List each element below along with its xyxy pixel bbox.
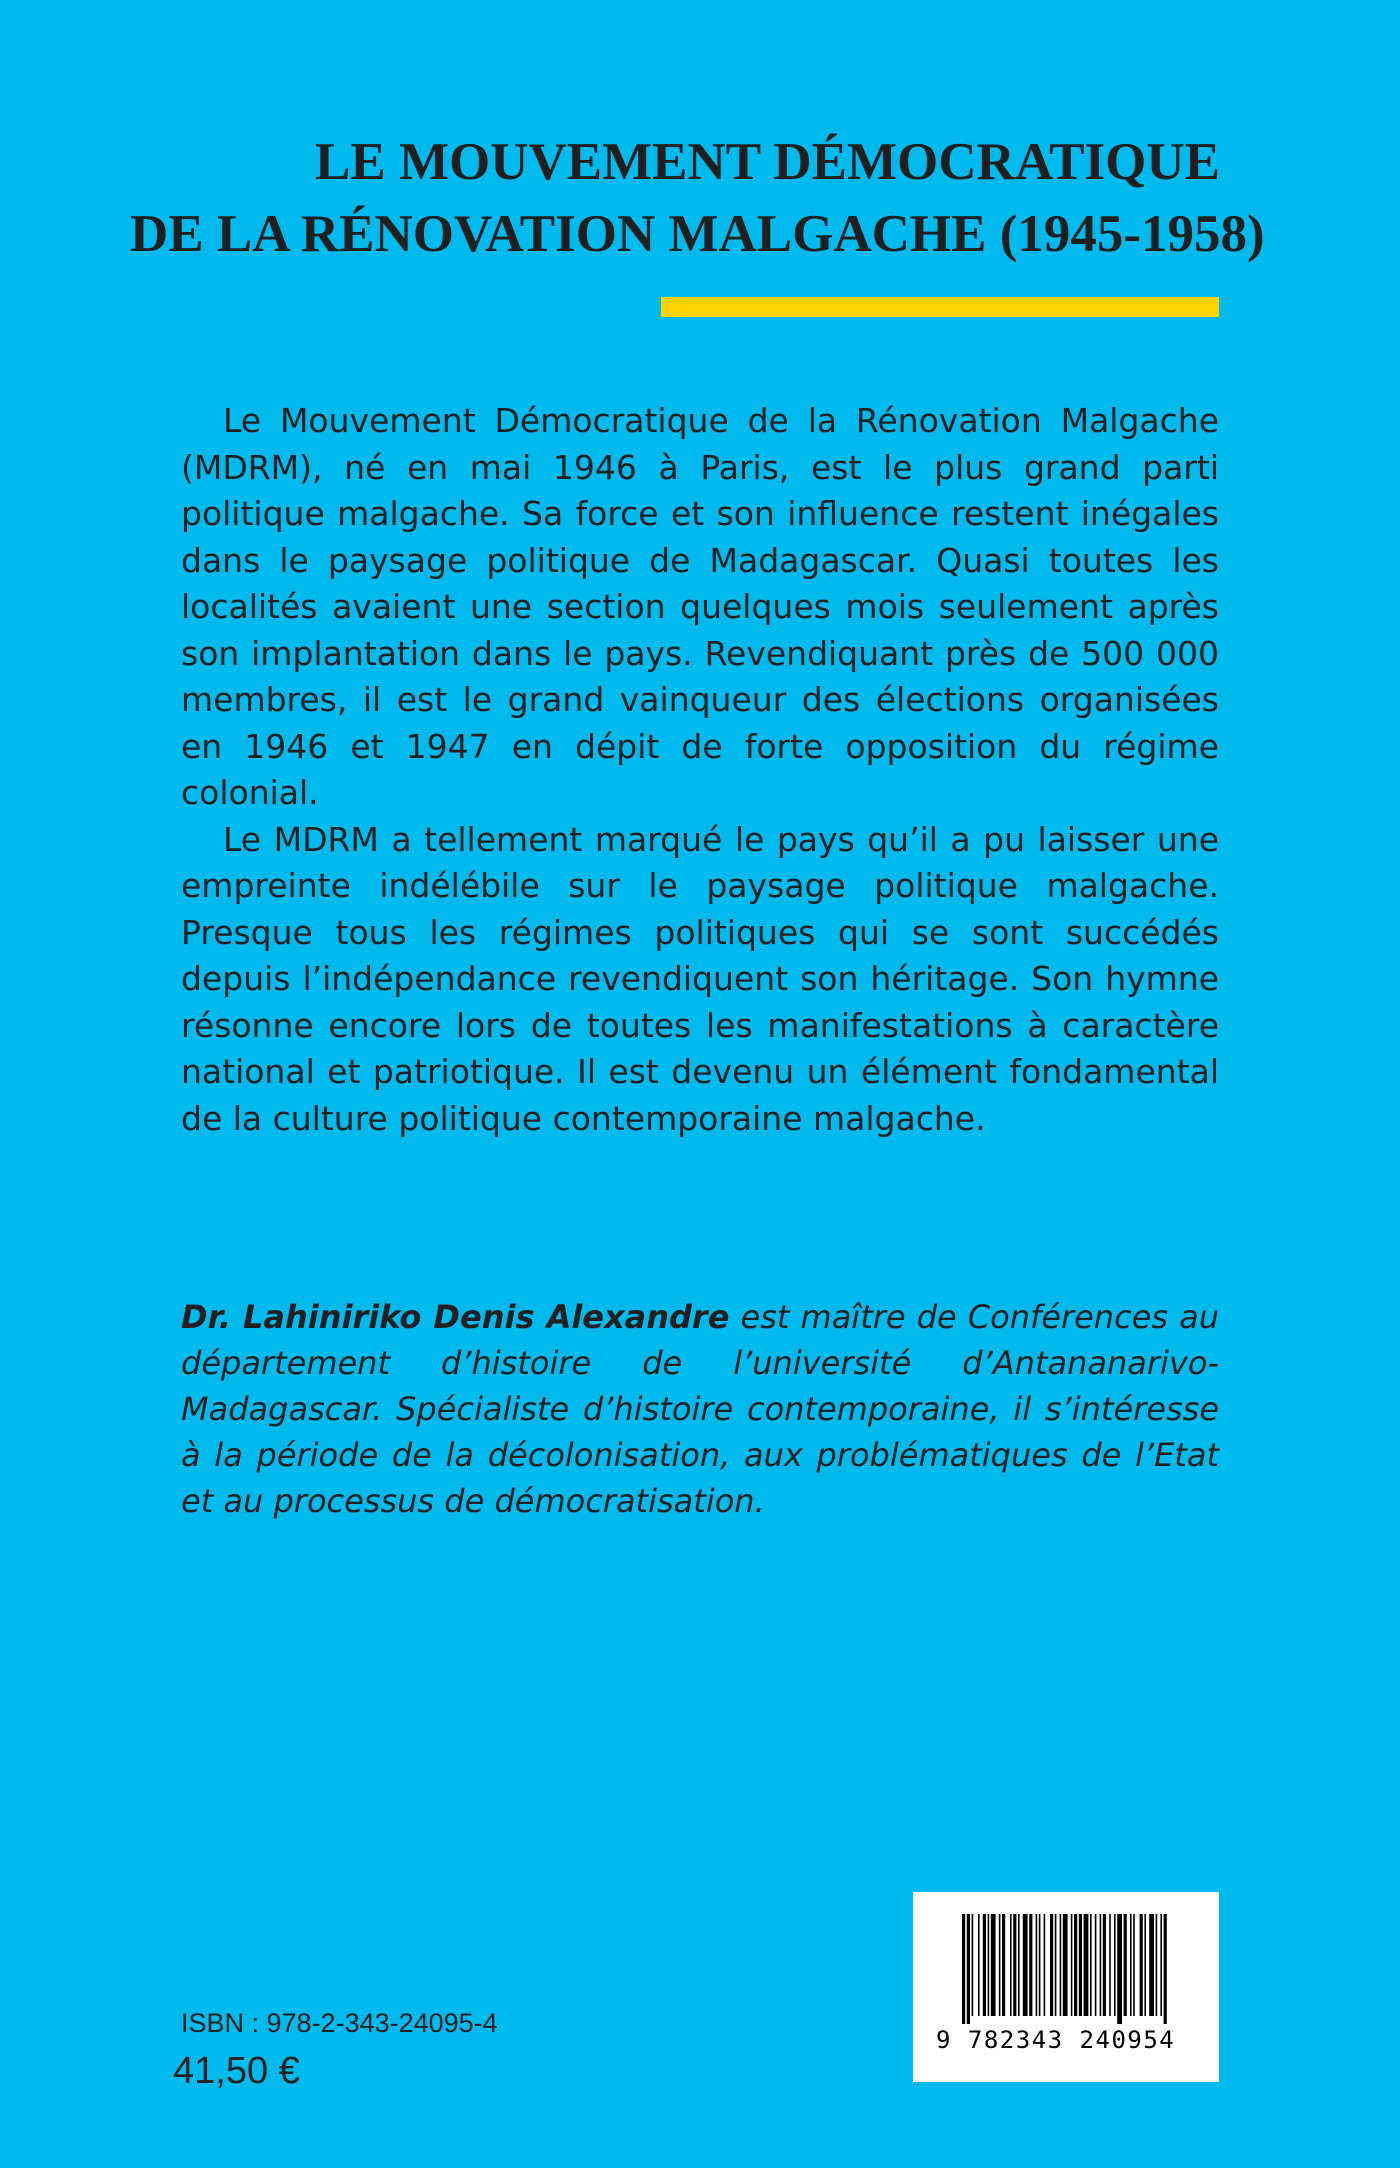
barcode-bar — [962, 1914, 965, 2024]
barcode-bar — [1071, 1914, 1073, 2016]
barcode-bar — [1084, 1914, 1089, 2016]
barcode-bar — [1140, 1914, 1143, 2016]
barcode-digits: 9 782343 240954 — [936, 2026, 1176, 2054]
isbn-label: ISBN : 978-2-343-24095-4 — [181, 2008, 498, 2038]
summary-paragraph-1: Le Mouvement Démocratique de la Rénovation Malgache (MDRM), né en mai 1946 à Paris, est le plus grand parti politique malgache. Sa force et son influence restent inégales dans le paysage politique de Madagascar. Quasi toutes les localités avaient une section quelques mois seulement après son implantation dans le pays. Revendiquant près de 500 000 membres, il est le grand vainqueur des élections organisées en 1946 et 1947 en dépit de forte opposition du régime colonial. — [181, 401, 1219, 812]
barcode-bar — [1013, 1914, 1016, 2016]
barcode-bar — [1103, 1914, 1106, 2016]
barcode-bar — [983, 1914, 986, 2016]
barcode-bar — [1164, 1914, 1167, 2024]
barcode-bar — [1055, 1914, 1057, 2016]
barcode-bar — [1060, 1914, 1062, 2016]
barcode-bar — [991, 1914, 996, 2016]
barcode-bar — [1002, 1914, 1005, 2016]
barcode-bar — [1149, 1914, 1154, 2016]
barcode-bar — [1074, 1914, 1077, 2016]
author-bio-text: est maître de Conférences au département d’histoire de l’université d’Antananarivo-Madagascar. Spécialiste d’histoire contemporaine, il s’intéresse à la période de la décolonisation, aux problématiques de l’Etat et au processus de démocratisation. — [181, 1298, 1220, 1520]
barcode-bar — [1130, 1914, 1132, 2016]
author-name: Dr. Lahiniriko Denis Alexandre — [181, 1298, 730, 1336]
summary-paragraph-2: Le MDRM a tellement marqué le pays qu’il a pu laisser une empreinte indélébile sur le paysage politique malgache. Presque tous les régimes politiques qui se sont succédés depuis l’indépendance revendiquent son héritage. Son hymne résonne encore lors de toutes les manifestations à caractère national et patriotique. Il est devenu un élément fondamental de la culture politique contemporaine malgache. — [181, 819, 1219, 1138]
author-bio — [181, 1294, 1219, 1524]
barcode-bar — [978, 1914, 980, 2016]
barcode-panel — [913, 1892, 1219, 2082]
barcode-bar — [1144, 1914, 1146, 2016]
barcode-bar — [1018, 1914, 1020, 2016]
barcode-bar — [999, 1914, 1001, 2016]
barcode-bar — [1100, 1914, 1102, 2016]
barcode-bar — [1044, 1914, 1046, 2016]
barcode-bar — [1109, 1914, 1111, 2016]
book-summary — [181, 398, 1219, 1142]
barcode-bar — [1124, 1914, 1127, 2016]
barcode-bar — [1039, 1914, 1041, 2016]
barcode-bar — [1023, 1914, 1028, 2016]
barcode-bar — [1156, 1914, 1158, 2016]
barcode-bar — [1095, 1914, 1097, 2016]
title-line-1: LE MOUVEMENT DÉMOCRATIQUE — [315, 133, 1220, 191]
barcode-bar — [967, 1914, 970, 2024]
barcode-bar — [1010, 1914, 1012, 2016]
price-label: 41,50 € — [173, 2050, 300, 2092]
barcode-bar — [1117, 1914, 1122, 2024]
barcode-icon — [962, 1914, 1170, 2024]
accent-divider — [661, 297, 1219, 317]
barcode-bar — [1114, 1914, 1116, 2016]
book-title — [130, 126, 1265, 270]
barcode-bar — [1063, 1914, 1068, 2016]
barcode-bar — [1079, 1914, 1082, 2016]
barcode-bar — [1036, 1914, 1038, 2016]
barcode-bar — [1160, 1914, 1162, 2016]
title-line-2: DE LA RÉNOVATION MALGACHE (1945-1958) — [130, 205, 1265, 263]
barcode-bar — [1050, 1914, 1053, 2016]
barcode-bar — [1133, 1914, 1135, 2016]
barcode-bar — [972, 1914, 974, 2016]
barcode-bar — [988, 1914, 990, 2016]
barcode-bar — [1029, 1914, 1032, 2016]
barcode-bar — [1090, 1914, 1092, 2016]
